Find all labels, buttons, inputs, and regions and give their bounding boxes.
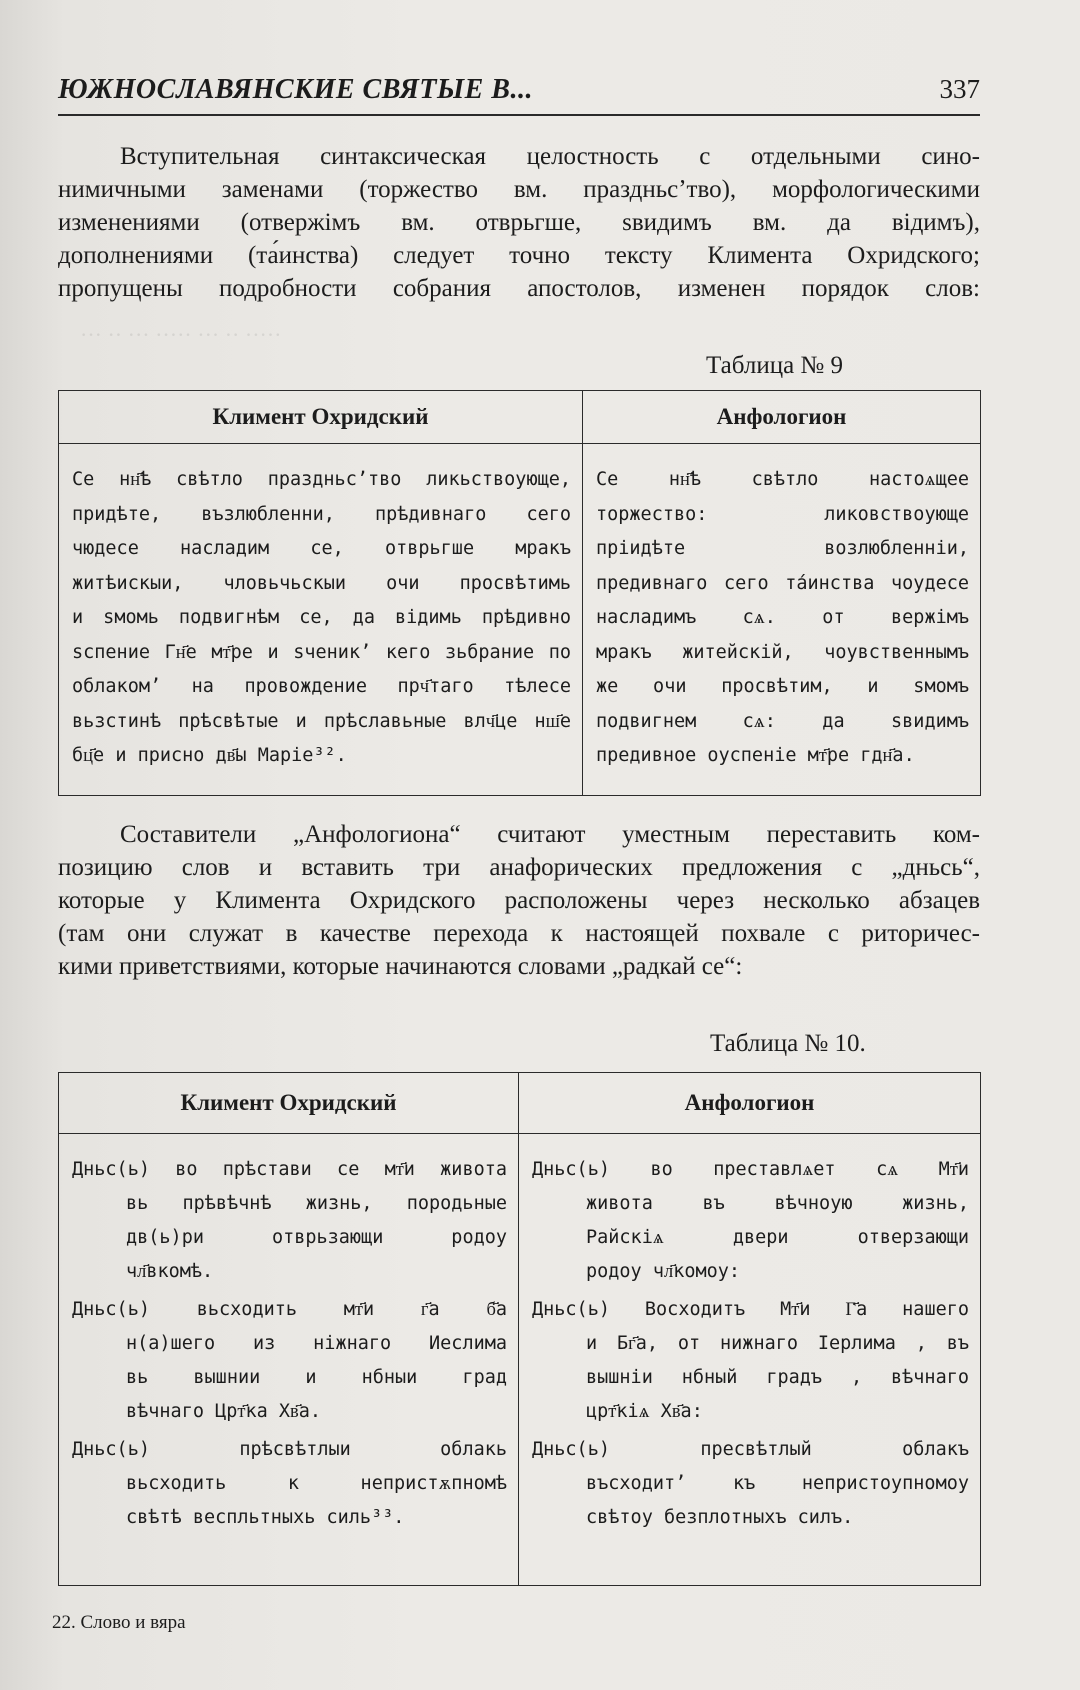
table-header-row [59,1073,981,1134]
paragraph-line: Составители „Анфологиона“ считают уместным переставить ком- [120,821,980,848]
table-header-row [59,391,981,444]
cell-line: Дньс(ь) вьсходить мт҃и г҃а б҃а [72,1299,507,1320]
running-title: ЮЖНОСЛАВЯНСКИЕ СВЯТЫЕ В... [58,74,533,105]
paragraph-1 [58,140,980,305]
table-row [59,444,981,796]
table-cell [59,444,583,796]
bleed-through: ··· ·· ··· ····· ··· ·· ····· [80,322,282,347]
cell-line: свѣтѣ веспльтныхь силь³³. [126,1507,405,1528]
paragraph-line: (там они служат в качестве перехода к настоящей похвале с риторичес- [58,920,980,947]
table-cell [59,1134,519,1586]
cell-line: торжество: ликовствоующе [596,503,969,525]
cell-line: же очи просвѣтим, и ѕмомъ [596,676,969,697]
cell-line: предивнаго сего та́инства чоудесе [596,572,969,594]
cell-line: бц҃е и присно дв҃ы Маріе³². [72,745,347,766]
paragraph-line: позицию слов и вставить три анафорических предложения с „дньсь“, [58,854,980,881]
column-header: Анфологион [583,391,981,444]
cell-line: Дньс(ь) Восходитъ Мт҃и Г҃а нашего [532,1299,969,1320]
paragraph-line: изменениями (отвержімъ вм. отврьгше, ѕвидимъ вм. да відимъ), [58,209,980,236]
paragraph-line: которые у Климента Охридского расположены через несколько абзацев [58,887,980,914]
cell-line: Дньс(ь) прѣсвѣтлыи облакь [72,1439,507,1460]
running-header [58,74,980,116]
paragraph-line: Вступительная синтаксическая целостность с отдельными сино- [120,143,980,170]
cell-line: вь прѣвѣчнѣ жизнь, породьные [126,1193,507,1214]
table-cell [519,1134,981,1586]
cell-line: Се нн҃ѣ свѣтло настоѧщее [596,469,969,490]
cell-line: житѣискыи, чловьчьскыи очи просвѣтимь [72,572,571,594]
page-number: 337 [939,74,980,104]
table-9-caption: Таблица № 9 [706,352,844,379]
cell-line: свѣтоу безплотныхъ силъ. [586,1507,854,1528]
paragraph-line: пропущены подробности собрания апостолов, изменен порядок слов: [58,275,980,302]
cell-line: предивное оуспеніе мт҃ре гдн҃а. [596,745,915,766]
table-10 [58,1072,981,1586]
cell-line: вь вышнии и нбныи град [126,1367,507,1388]
cell-line: Дньс(ь) пресвѣтлый облакъ [532,1439,969,1460]
cell-line: Райскіѧ двери отверзающи [586,1227,969,1248]
cell-line: придѣте, възлюбленни, прѣдивнаго сего [72,503,571,525]
cell-line: вьзстинѣ прѣсвѣтые и прѣславьные влч҃це нш҃е [72,710,571,732]
cell-line: вьсходить к непристѫпномѣ [126,1473,507,1494]
table-10-caption: Таблица № 10. [710,1030,866,1057]
cell-line: и ѕмомь подвигнѣм се, да відимь прѣдивно [72,607,571,628]
cell-line: дв(ь)ри отврьзающи родоу [126,1227,507,1248]
cell-line: Дньс(ь) во прѣстави се мт҃и живота [72,1159,507,1180]
column-header: Анфологион [519,1073,981,1134]
cell-line: црт҃кіѧ Хв҃а: [586,1401,703,1422]
cell-line: живота въ вѣчноую жизнь, [586,1193,969,1214]
column-header: Климент Охридский [59,1073,519,1134]
cell-line: подвигнем сѧ: да ѕвидимъ [596,710,969,732]
table-cell [583,444,981,796]
cell-line: Се нн҃ѣ свѣтло праздньсʼтво ликьствоующе, [72,469,571,490]
paragraph-2 [58,818,980,983]
cell-line: Дньс(ь) во преставлѧет сѧ Мт҃и [532,1159,969,1180]
cell-line: насладимъ сѧ. от вержімъ [596,607,969,628]
cell-line: вѣчнаго Црт҃ка Хв҃а. [126,1401,322,1422]
paragraph-line: кими приветствиями, которые начинаются словами „радкай се“: [58,953,743,980]
cell-line: мракъ житейскій, чоувственнымъ [596,641,969,663]
paragraph-line: нимичными заменами (торжество вм. праздньсʼтво), морфологическими [58,176,980,203]
cell-line: и Бг҃а, от нижнаго Іерлима , въ [586,1333,969,1354]
cell-line: ѕспение Гн҃е мт҃ре и ѕченик’ кего зьбрание по [72,641,571,663]
cell-line: чл҃вкомѣ. [126,1261,214,1282]
table-9 [58,390,981,796]
column-header: Климент Охридский [59,391,583,444]
cell-line: въсходит’ къ непристоупномоу [586,1473,969,1494]
paragraph-line: дополнениями (та́инства) следует точно тексту Климента Охридского; [58,242,980,269]
cell-line: родоу чл҃комоу: [586,1261,741,1282]
cell-line: вышніи нбный градъ , вѣчнаго [586,1367,969,1388]
cell-line: пріидѣте возлюбленніи, [596,538,969,559]
cell-line: н(а)шего из ніжнаго Иеслима [126,1333,507,1354]
cell-line: чюдесе насладим се, отврьгше мракъ [72,538,571,559]
table-row [59,1134,981,1586]
signature-mark: 22. Слово и вяра [52,1612,186,1633]
cell-line: облаком’ на провождение прч҃таго тѣлесе [72,676,571,697]
